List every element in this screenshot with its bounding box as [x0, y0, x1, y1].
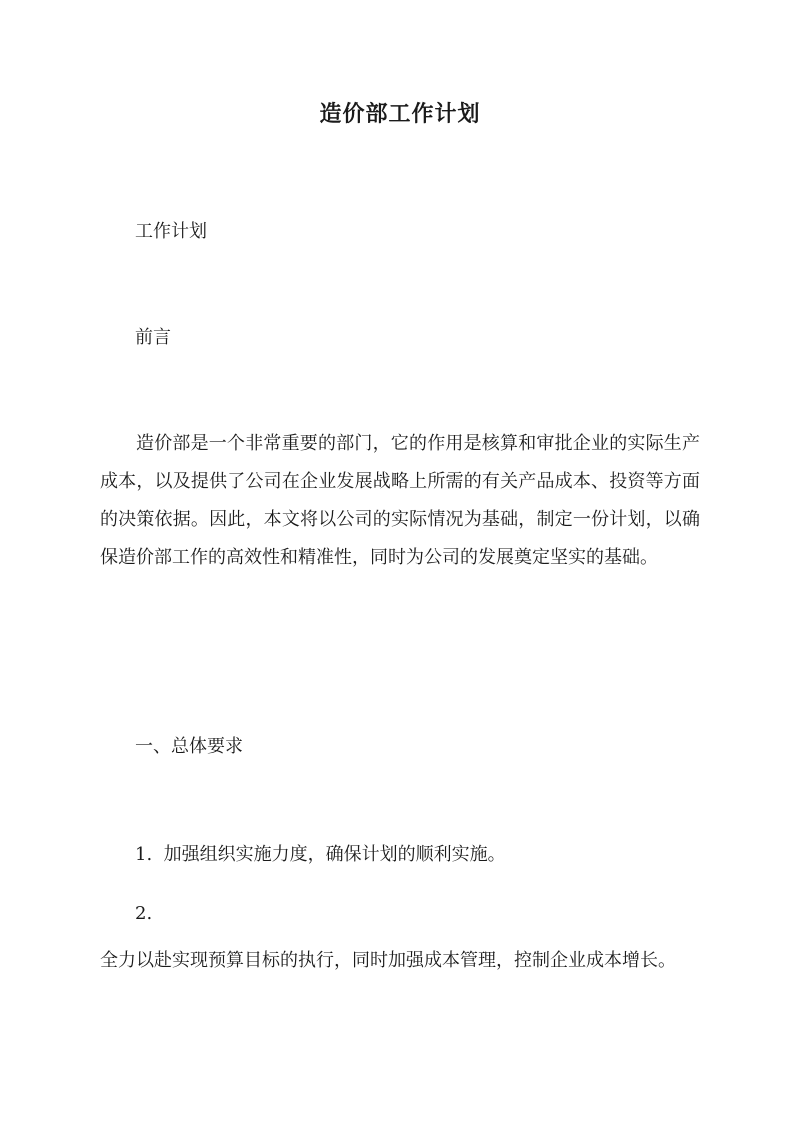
list-item-1-text: 加强组织实施力度，确保计划的顺利实施。 [163, 844, 506, 865]
preface-heading: 前言 [135, 327, 171, 348]
preface-body: 造价部是一个非常重要的部门，它的作用是核算和审批企业的实际生产成本，以及提供了公司在企业发展战略上所需的有关产品成本、投资等方面的决策依据。因此，本文将以公司的实际情况为基础，制定一份计划，以确保造价部工作的高效性和精准性，同时为公司的发展奠定坚实的基础。 [100, 433, 700, 568]
list-item-1-number: 1. [135, 844, 153, 865]
document-title: 造价部工作计划 [319, 101, 481, 127]
list-item-2-number: 2. [135, 903, 153, 924]
list-item-1 [135, 838, 506, 872]
list-item-2-text: 全力以赴实现预算目标的执行，同时加强成本管理，控制企业成本增长。 [100, 950, 676, 971]
subtitle-work-plan: 工作计划 [135, 221, 207, 242]
section-1-heading: 一、总体要求 [135, 736, 243, 757]
